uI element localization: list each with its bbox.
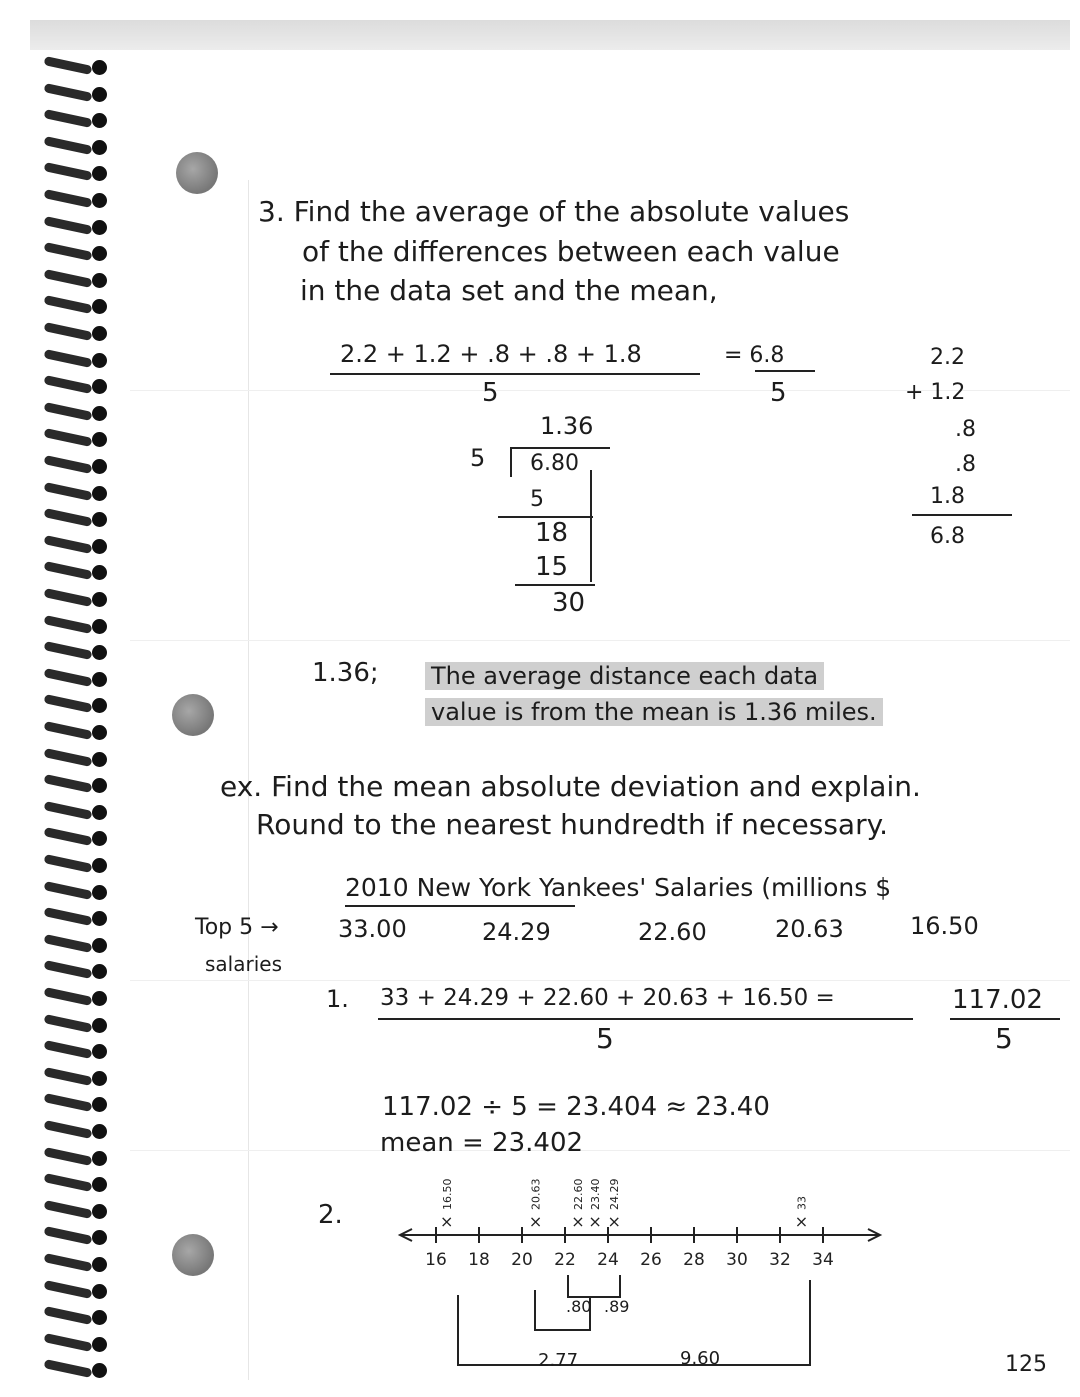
step-1-denominator-right: 5 [995, 1022, 1013, 1055]
sum-denominator-right: 5 [770, 378, 787, 408]
bracket-outer [458, 1280, 810, 1365]
number-line-tick-label: 34 [812, 1250, 834, 1270]
distance-label: .89 [604, 1297, 630, 1316]
distance-label: 2.77 [538, 1350, 579, 1371]
spiral-ring [40, 773, 115, 799]
step-1-fraction-bar-right [950, 1018, 1060, 1020]
spiral-ring [40, 1252, 115, 1278]
number-line-tick-label: 18 [468, 1250, 490, 1270]
spiral-ring [40, 534, 115, 560]
dividend: 6.80 [530, 451, 579, 476]
spiral-binding [40, 55, 115, 1385]
data-point-x-mark: × [440, 1212, 454, 1231]
spiral-ring [40, 374, 115, 400]
scan-top-edge [30, 20, 1070, 50]
long-division-step-3: 15 [535, 552, 569, 582]
column-value: .8 [955, 452, 976, 477]
distance-label: .80 [566, 1297, 592, 1316]
column-value: 1.8 [930, 484, 965, 509]
example-line-1: ex. Find the mean absolute deviation and explain. [220, 770, 921, 803]
table-title-underline [345, 905, 575, 907]
divisor: 5 [470, 444, 486, 472]
spiral-ring [40, 986, 115, 1012]
answer-explanation-line-2: value is from the mean is 1.36 miles. [425, 698, 883, 726]
spiral-ring [40, 1225, 115, 1251]
spiral-ring [40, 720, 115, 746]
fraction-bar [330, 373, 700, 375]
data-point-x-mark: × [571, 1212, 585, 1231]
data-point-label: 20.63 [529, 1178, 543, 1210]
division-bracket-top [510, 447, 610, 449]
spiral-ring [40, 1358, 115, 1384]
spiral-ring [40, 188, 115, 214]
problem-3-line-1: 3. Find the average of the absolute values [258, 195, 850, 228]
column-value: + 1.2 [905, 380, 966, 405]
spiral-ring [40, 959, 115, 985]
spiral-ring [40, 826, 115, 852]
data-point-x-mark: × [528, 1212, 543, 1231]
long-division-rule [515, 584, 595, 586]
step-1-fraction-bar [378, 1018, 913, 1020]
fraction-bar-right [755, 370, 815, 372]
ruled-line [130, 1150, 1070, 1151]
spiral-ring [40, 108, 115, 134]
data-point-label: 16.50 [440, 1178, 454, 1210]
spiral-ring [40, 667, 115, 693]
distance-label: 9.60 [680, 1348, 721, 1369]
number-line-tick-label: 28 [683, 1250, 705, 1270]
spiral-ring [40, 135, 115, 161]
data-point-x-mark: × [794, 1212, 809, 1231]
long-division-step-2: 18 [535, 518, 569, 548]
carry-arrow [590, 470, 592, 582]
row-label-salaries: salaries [205, 952, 282, 976]
salary-value: 20.63 [775, 915, 844, 943]
spiral-ring [40, 1332, 115, 1358]
spiral-ring [40, 241, 115, 267]
step-1-mean: mean = 23.402 [380, 1128, 584, 1158]
salary-value: 22.60 [638, 918, 707, 946]
spiral-ring [40, 1013, 115, 1039]
number-line-tick-label: 32 [769, 1250, 791, 1270]
answer-explanation-line-1: The average distance each data [425, 662, 824, 690]
spiral-ring [40, 1279, 115, 1305]
sum-numerator: 2.2 + 1.2 + .8 + .8 + 1.8 [340, 340, 642, 368]
column-sum-rule [912, 514, 1012, 516]
spiral-ring [40, 747, 115, 773]
salary-value: 24.29 [482, 918, 551, 946]
spiral-ring [40, 55, 115, 81]
number-line [390, 1155, 890, 1370]
ruled-line [130, 640, 1070, 641]
data-point-label: 24.29 [608, 1178, 622, 1210]
column-value: .8 [955, 417, 976, 442]
step-1-denominator: 5 [596, 1022, 614, 1055]
spiral-ring [40, 1172, 115, 1198]
number-line-tick-label: 16 [425, 1250, 447, 1270]
spiral-ring [40, 1305, 115, 1331]
punch-hole [172, 694, 214, 736]
spiral-ring [40, 348, 115, 374]
spiral-ring [40, 1039, 115, 1065]
data-point-label: 33 [795, 1196, 809, 1210]
data-point-x-mark: × [588, 1212, 602, 1231]
salary-value: 16.50 [910, 912, 979, 940]
spiral-ring [40, 880, 115, 906]
spiral-ring [40, 321, 115, 347]
sum-equals: = 6.8 [724, 343, 785, 368]
number-line-tick-label: 26 [640, 1250, 662, 1270]
spiral-ring [40, 1119, 115, 1145]
spiral-ring [40, 1092, 115, 1118]
spiral-ring [40, 1199, 115, 1225]
spiral-ring [40, 427, 115, 453]
spiral-ring [40, 161, 115, 187]
data-point-label: 23.40 [589, 1178, 603, 1210]
number-line-tick-label: 20 [511, 1250, 533, 1270]
spiral-ring [40, 401, 115, 427]
table-title: 2010 New York Yankees' Salaries (millions $ [345, 873, 892, 902]
data-point-label: 22.60 [571, 1178, 585, 1210]
spiral-ring [40, 853, 115, 879]
spiral-ring [40, 906, 115, 932]
spiral-ring [40, 693, 115, 719]
division-bracket-side [510, 447, 512, 477]
long-division-step-4: 30 [552, 588, 586, 618]
punch-hole [176, 152, 218, 194]
number-line-tick-label: 22 [554, 1250, 576, 1270]
number-line-tick-label: 30 [726, 1250, 748, 1270]
problem-3-line-2: of the differences between each value [302, 235, 840, 268]
row-label: Top 5 → [195, 915, 279, 940]
step-2-label: 2. [318, 1200, 343, 1230]
data-point-x-mark: × [607, 1212, 621, 1231]
step-1-sum: 33 + 24.29 + 22.60 + 20.63 + 16.50 = [380, 985, 835, 1011]
ruled-line [130, 980, 1070, 981]
column-value: 2.2 [930, 345, 965, 370]
quotient: 1.36 [540, 412, 594, 440]
bracket-inner [568, 1275, 620, 1297]
answer-value: 1.36; [312, 658, 379, 688]
spiral-ring [40, 587, 115, 613]
spiral-ring [40, 560, 115, 586]
step-1-result: 117.02 [952, 985, 1043, 1015]
step-1-label: 1. [326, 985, 349, 1013]
salary-value: 33.00 [338, 915, 407, 943]
example-line-2: Round to the nearest hundredth if necessary. [256, 808, 889, 841]
spiral-ring [40, 800, 115, 826]
spiral-ring [40, 294, 115, 320]
spiral-ring [40, 268, 115, 294]
spiral-ring [40, 614, 115, 640]
punch-hole [172, 1234, 214, 1276]
sum-denominator: 5 [482, 378, 499, 408]
spiral-ring [40, 507, 115, 533]
spiral-ring [40, 1146, 115, 1172]
spiral-ring [40, 481, 115, 507]
spiral-ring [40, 1066, 115, 1092]
page-number: 125 [1005, 1352, 1047, 1377]
spiral-ring [40, 454, 115, 480]
spiral-ring [40, 215, 115, 241]
long-division-step-1: 5 [530, 487, 544, 512]
step-1-division: 117.02 ÷ 5 = 23.404 ≈ 23.40 [382, 1092, 770, 1122]
spiral-ring [40, 933, 115, 959]
spiral-ring [40, 82, 115, 108]
problem-3-line-3: in the data set and the mean, [300, 274, 718, 307]
number-line-tick-label: 24 [597, 1250, 619, 1270]
spiral-ring [40, 640, 115, 666]
column-total: 6.8 [930, 524, 965, 549]
